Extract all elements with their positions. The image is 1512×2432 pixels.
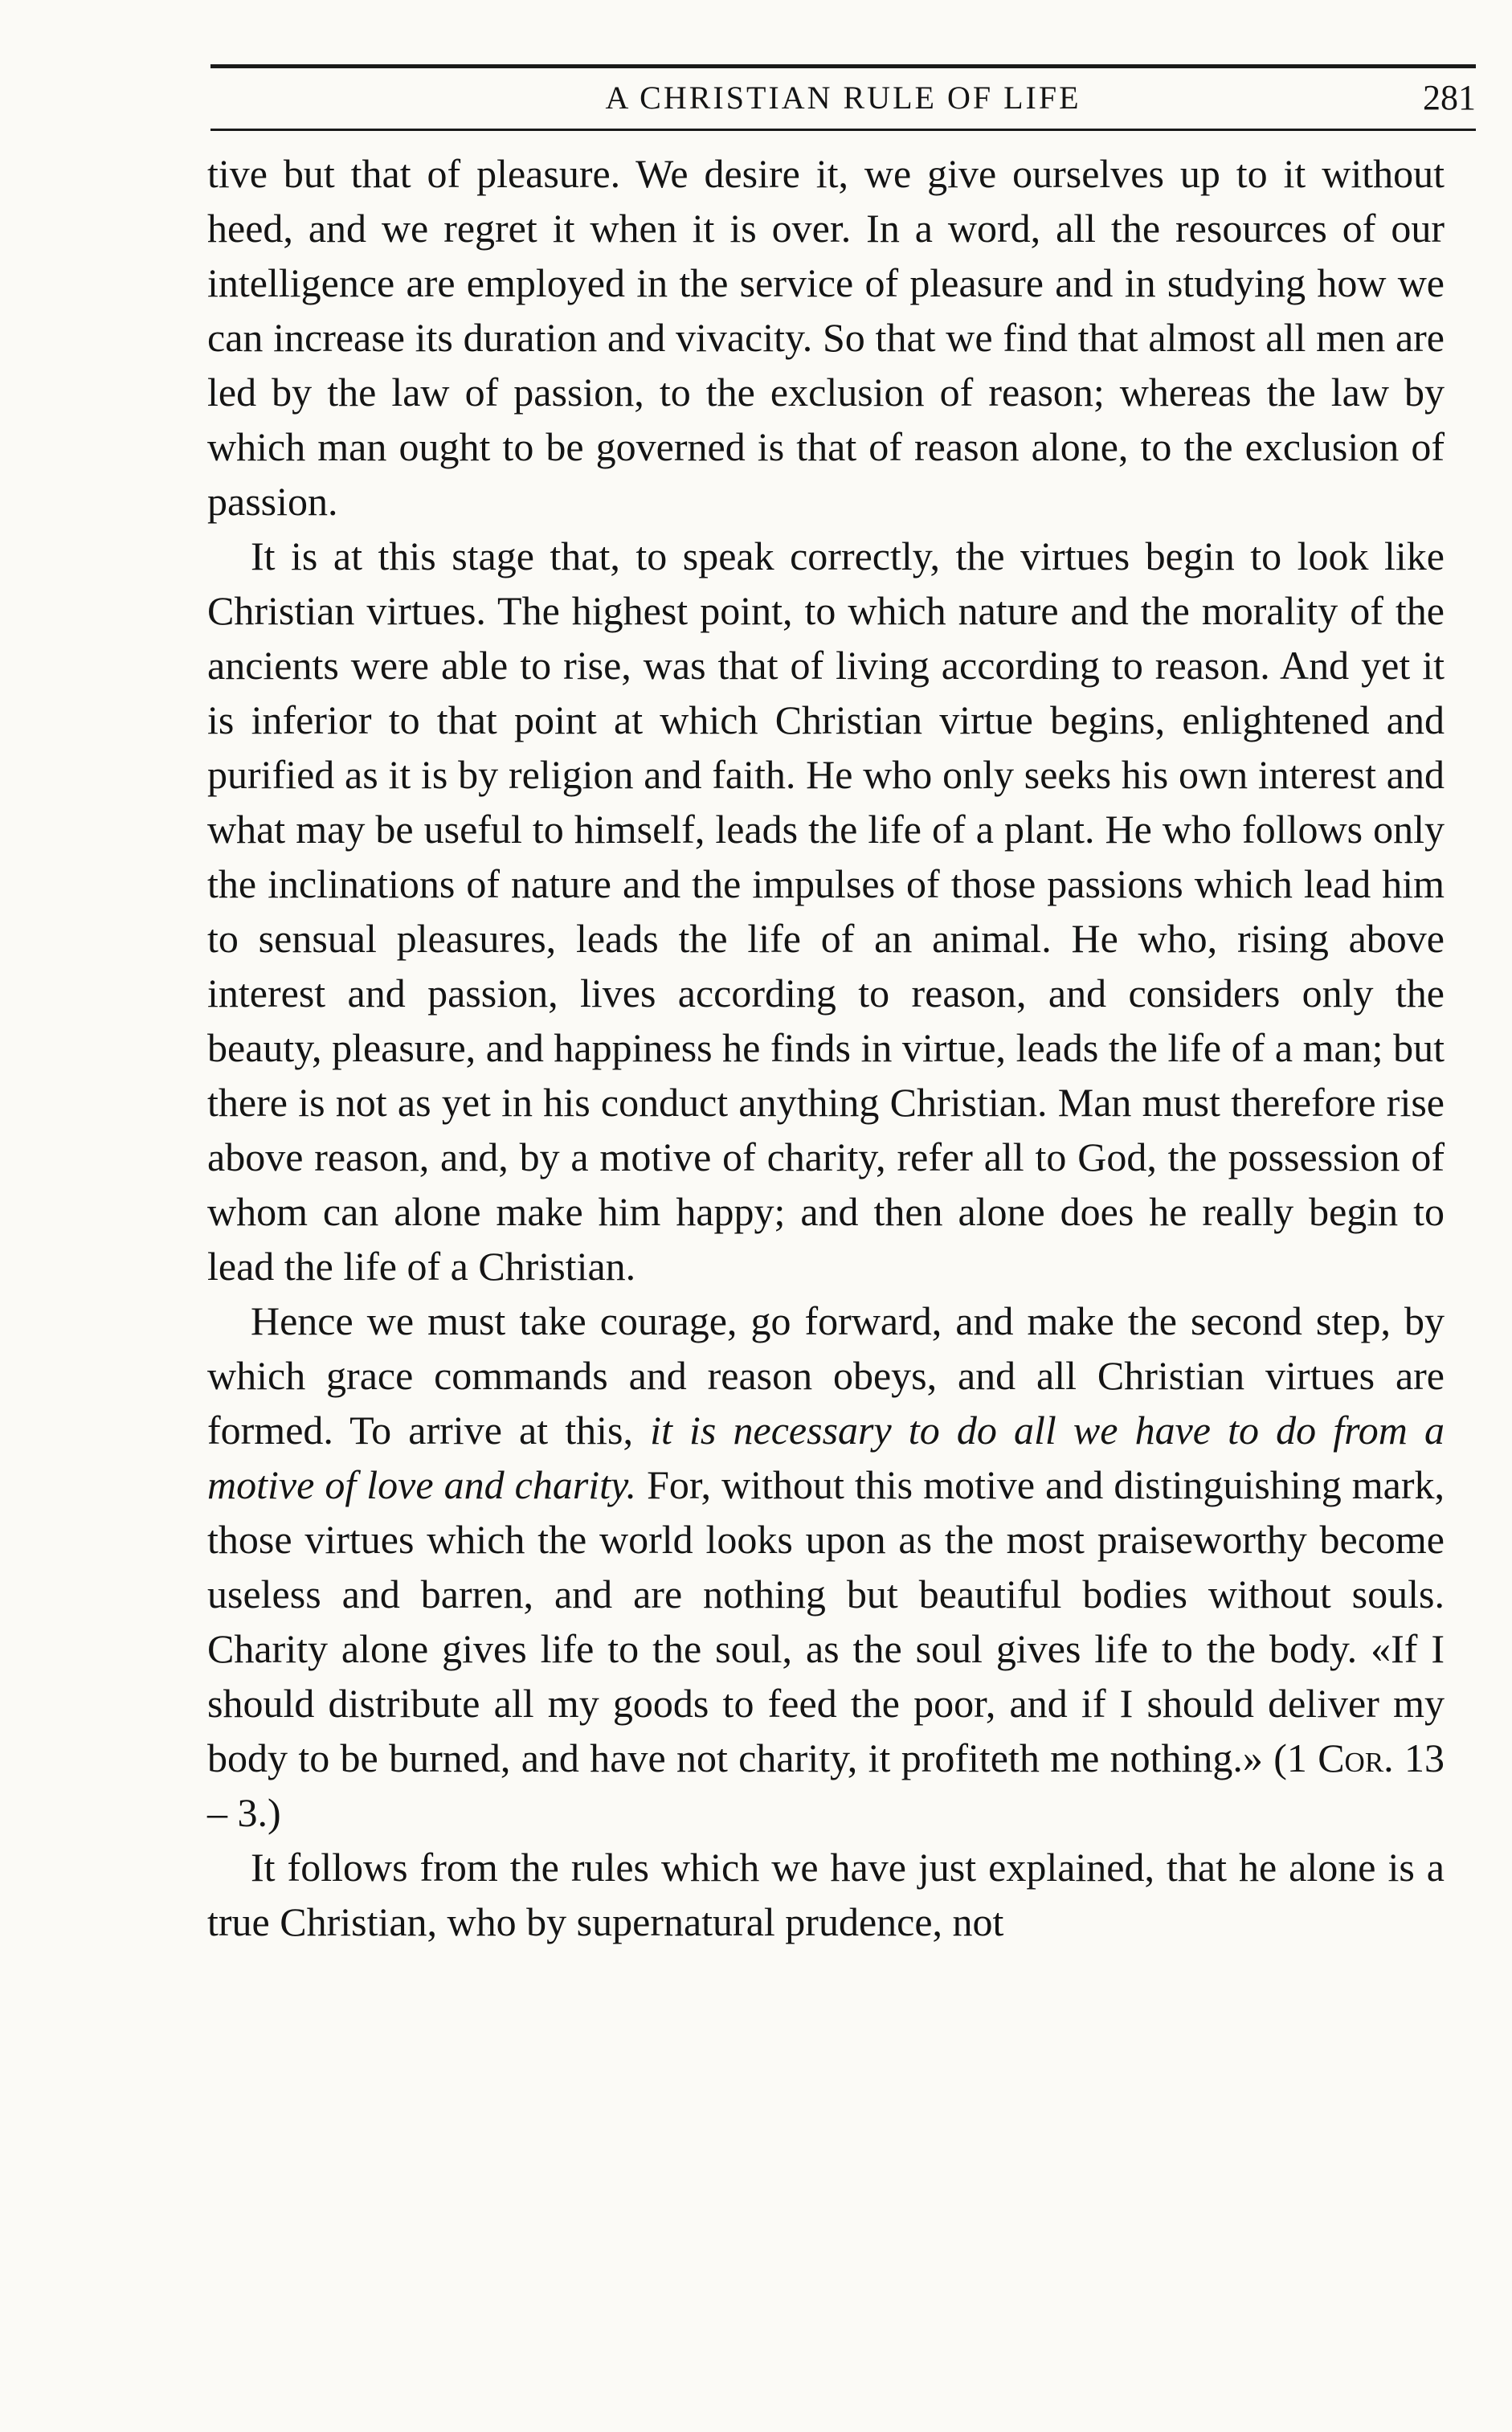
header-rule-bottom <box>210 129 1476 131</box>
running-title: A CHRISTIAN RULE OF LIFE <box>605 80 1081 116</box>
paragraph-3-tail: For, without this motive and distinguishing mark, those virtues which the world looks upon as the most praiseworthy become useless and barren, and are nothing but beautiful bodies without souls. Charity alone gives life to the soul, as the soul gives life to the body. «If I should distribute all my goods to feed the poor, and if I should deliver my body to be burned, and have not charity, it profiteth me nothing.» (1 <box>207 1462 1445 1780</box>
header-rule-top <box>210 64 1476 68</box>
scripture-reference-verse: 13 – 3.) <box>207 1735 1445 1835</box>
paragraph-4: It follows from the rules which we have just explained, that he alone is a true Christian, who by supernatural prudence, not <box>207 1845 1445 1944</box>
body-text <box>207 146 1445 1949</box>
paragraph-1: tive but that of pleasure. We desire it, we give ourselves up to it without heed, and we regret it when it is over. In a word, all the resources of our intelligence are employed in the service of pleasure and in studying how we can increase its duration and vivacity. So that we find that almost all men are led by the law of passion, to the exclusion of reason; whereas the law by which man ought to be governed is that of reason alone, to the exclusion of passion. <box>207 151 1445 524</box>
paragraph-2: It is at this stage that, to speak correctly, the virtues begin to look like Christian virtues. The highest point, to which nature and the morality of the ancients were able to rise, was that of living according to reason. And yet it is inferior to that point at which Christian virtue begins, enlightened and purified as it is by religion and faith. He who only seeks his own interest and what may be useful to himself, leads the life of a plant. He who follows only the inclinations of nature and the impulses of those passions which lead him to sensual pleasures, leads the life of an animal. He who, rising above interest and passion, lives according to reason, and considers only the beauty, pleasure, and happiness he finds in virtue, leads the life of a man; but there is not as yet in his conduct anything Christian. Man must therefore rise above reason, and, by a motive of charity, refer all to God, the possession of whom can alone make him happy; and then alone does he really begin to lead the life of a Christian. <box>207 533 1445 1289</box>
paragraph-3-lead: Hence we must take courage, go forward, and make the second step, by which grace commands and reason obeys, and all Christian virtues are formed. To arrive at this, <box>207 1298 1445 1453</box>
running-head <box>210 74 1476 122</box>
paragraph-3 <box>207 1294 1445 1840</box>
paragraph-3-italic: it is necessary to do all we have to do from a motive of love and charity. <box>207 1408 1445 1507</box>
page-number: 281 <box>1423 78 1476 117</box>
scripture-reference-book: Cor. <box>1318 1735 1394 1780</box>
